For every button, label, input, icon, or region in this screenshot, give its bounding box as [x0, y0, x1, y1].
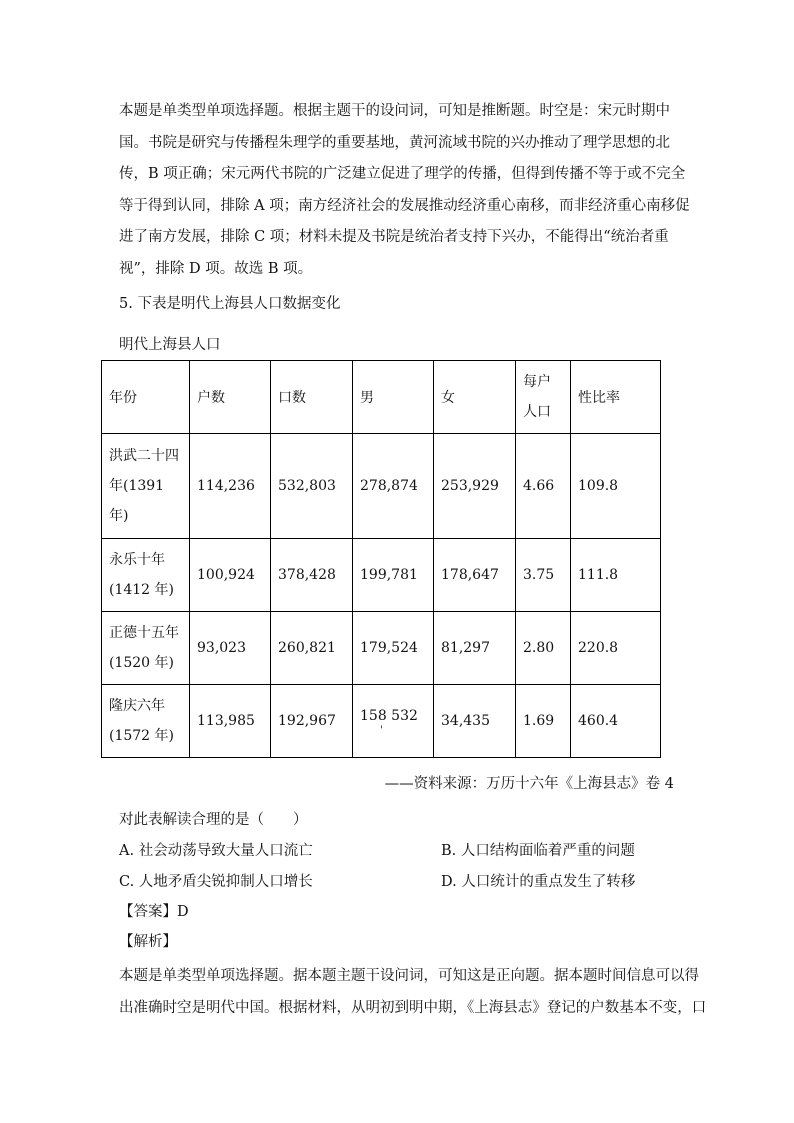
cell-per-household: 1.69 — [516, 685, 571, 758]
header-per-household: 每户 人口 — [516, 361, 571, 434]
option-d: D. 人口统计的重点发生了转移 — [441, 874, 636, 890]
cell-population: 378,428 — [271, 539, 353, 612]
question-prompt: 对此表解读合理的是（ ） — [119, 812, 308, 828]
cell-year: 永乐十年 (1412 年) — [102, 539, 190, 612]
intro-line: 等于得到认同，排除 A 项；南方经济社会的发展推动经济重心南移，而非经济重心南移促 — [119, 197, 690, 214]
cell-households: 93,023 — [190, 612, 271, 685]
cell-per-household: 3.75 — [516, 539, 571, 612]
cell-male — [353, 685, 434, 758]
cell-population: 192,967 — [271, 685, 353, 758]
table-header-row — [102, 361, 661, 434]
header-households: 户数 — [190, 361, 271, 434]
analysis-paragraph — [119, 961, 707, 1024]
cell-population: 260,821 — [271, 612, 353, 685]
intro-line: 国。书院是研究与传播程朱理学的重要基地，黄河流域书院的兴办推动了理学思想的北 — [119, 134, 670, 151]
cell-female: 253,929 — [434, 434, 516, 539]
header-sex-ratio: 性比率 — [571, 361, 661, 434]
analysis-line: 出准确时空是明代中国。根据材料，从明初到明中期，《上海县志》登记的户数基本不变，口 — [119, 999, 707, 1016]
table-row — [102, 685, 661, 758]
cell-sex-ratio: 109.8 — [571, 434, 661, 539]
cell-households: 100,924 — [190, 539, 271, 612]
analysis-label: 【解析】 — [119, 934, 177, 950]
cell-year: 隆庆六年 (1572 年) — [102, 685, 190, 758]
table-row — [102, 434, 661, 539]
cell-households: 113,985 — [190, 685, 271, 758]
option-c: C. 人地矛盾尖锐抑制人口增长 — [119, 874, 313, 890]
question-number-line: 5. 下表是明代上海县人口数据变化 — [119, 296, 341, 312]
header-year: 年份 — [102, 361, 190, 434]
data-source: ——资料来源：万历十六年《上海县志》卷 4 — [384, 776, 674, 792]
table-row — [102, 539, 661, 612]
cell-male-value: 158 532 — [360, 708, 418, 724]
cell-population: 532,803 — [271, 434, 353, 539]
option-b: B. 人口结构面临着严重的问题 — [441, 843, 635, 859]
population-table — [101, 360, 661, 758]
intro-line: 传，B 项正确；宋元两代书院的广泛建立促进了理学的传播，但得到传播不等于或不完全 — [119, 166, 686, 182]
cell-female: 81,297 — [434, 612, 516, 685]
cell-female: 34,435 — [434, 685, 516, 758]
cell-male: 199,781 — [353, 539, 434, 612]
cell-per-household: 4.66 — [516, 434, 571, 539]
cell-households: 114,236 — [190, 434, 271, 539]
cell-sex-ratio: 111.8 — [571, 539, 661, 612]
intro-paragraph — [119, 96, 690, 285]
cell-female: 178,647 — [434, 539, 516, 612]
intro-line: 视”，排除 D 项。故选 B 项。 — [119, 260, 313, 277]
cell-sex-ratio: 220.8 — [571, 612, 661, 685]
intro-line: 进了南方发展，排除 C 项；材料未提及书院是统治者支持下兴办，不能得出“统治者重 — [119, 229, 669, 245]
intro-line: 本题是单类型单项选择题。根据主题干的设问词，可知是推断题。时空是：宋元时期中 — [119, 103, 670, 119]
analysis-line: 本题是单类型单项选择题。据本题主题干设问词，可知这是正向题。据本题时间信息可以得 — [119, 968, 699, 984]
header-population: 口数 — [271, 361, 353, 434]
option-a: A. 社会动荡导致大量人口流亡 — [119, 843, 313, 859]
header-male: 男 — [353, 361, 434, 434]
answer-label: 【答案】D — [119, 904, 189, 920]
cell-year: 洪武二十四 年(1391 年) — [102, 434, 190, 539]
cell-male: 179,524 — [353, 612, 434, 685]
cell-year: 正德十五年 (1520 年) — [102, 612, 190, 685]
cell-sex-ratio: 460.4 — [571, 685, 661, 758]
header-female: 女 — [434, 361, 516, 434]
cell-per-household: 2.80 — [516, 612, 571, 685]
table-row — [102, 612, 661, 685]
cell-male: 278,874 — [353, 434, 434, 539]
table-caption: 明代上海县人口 — [119, 337, 221, 353]
cell-male-mark: ' — [380, 725, 383, 736]
